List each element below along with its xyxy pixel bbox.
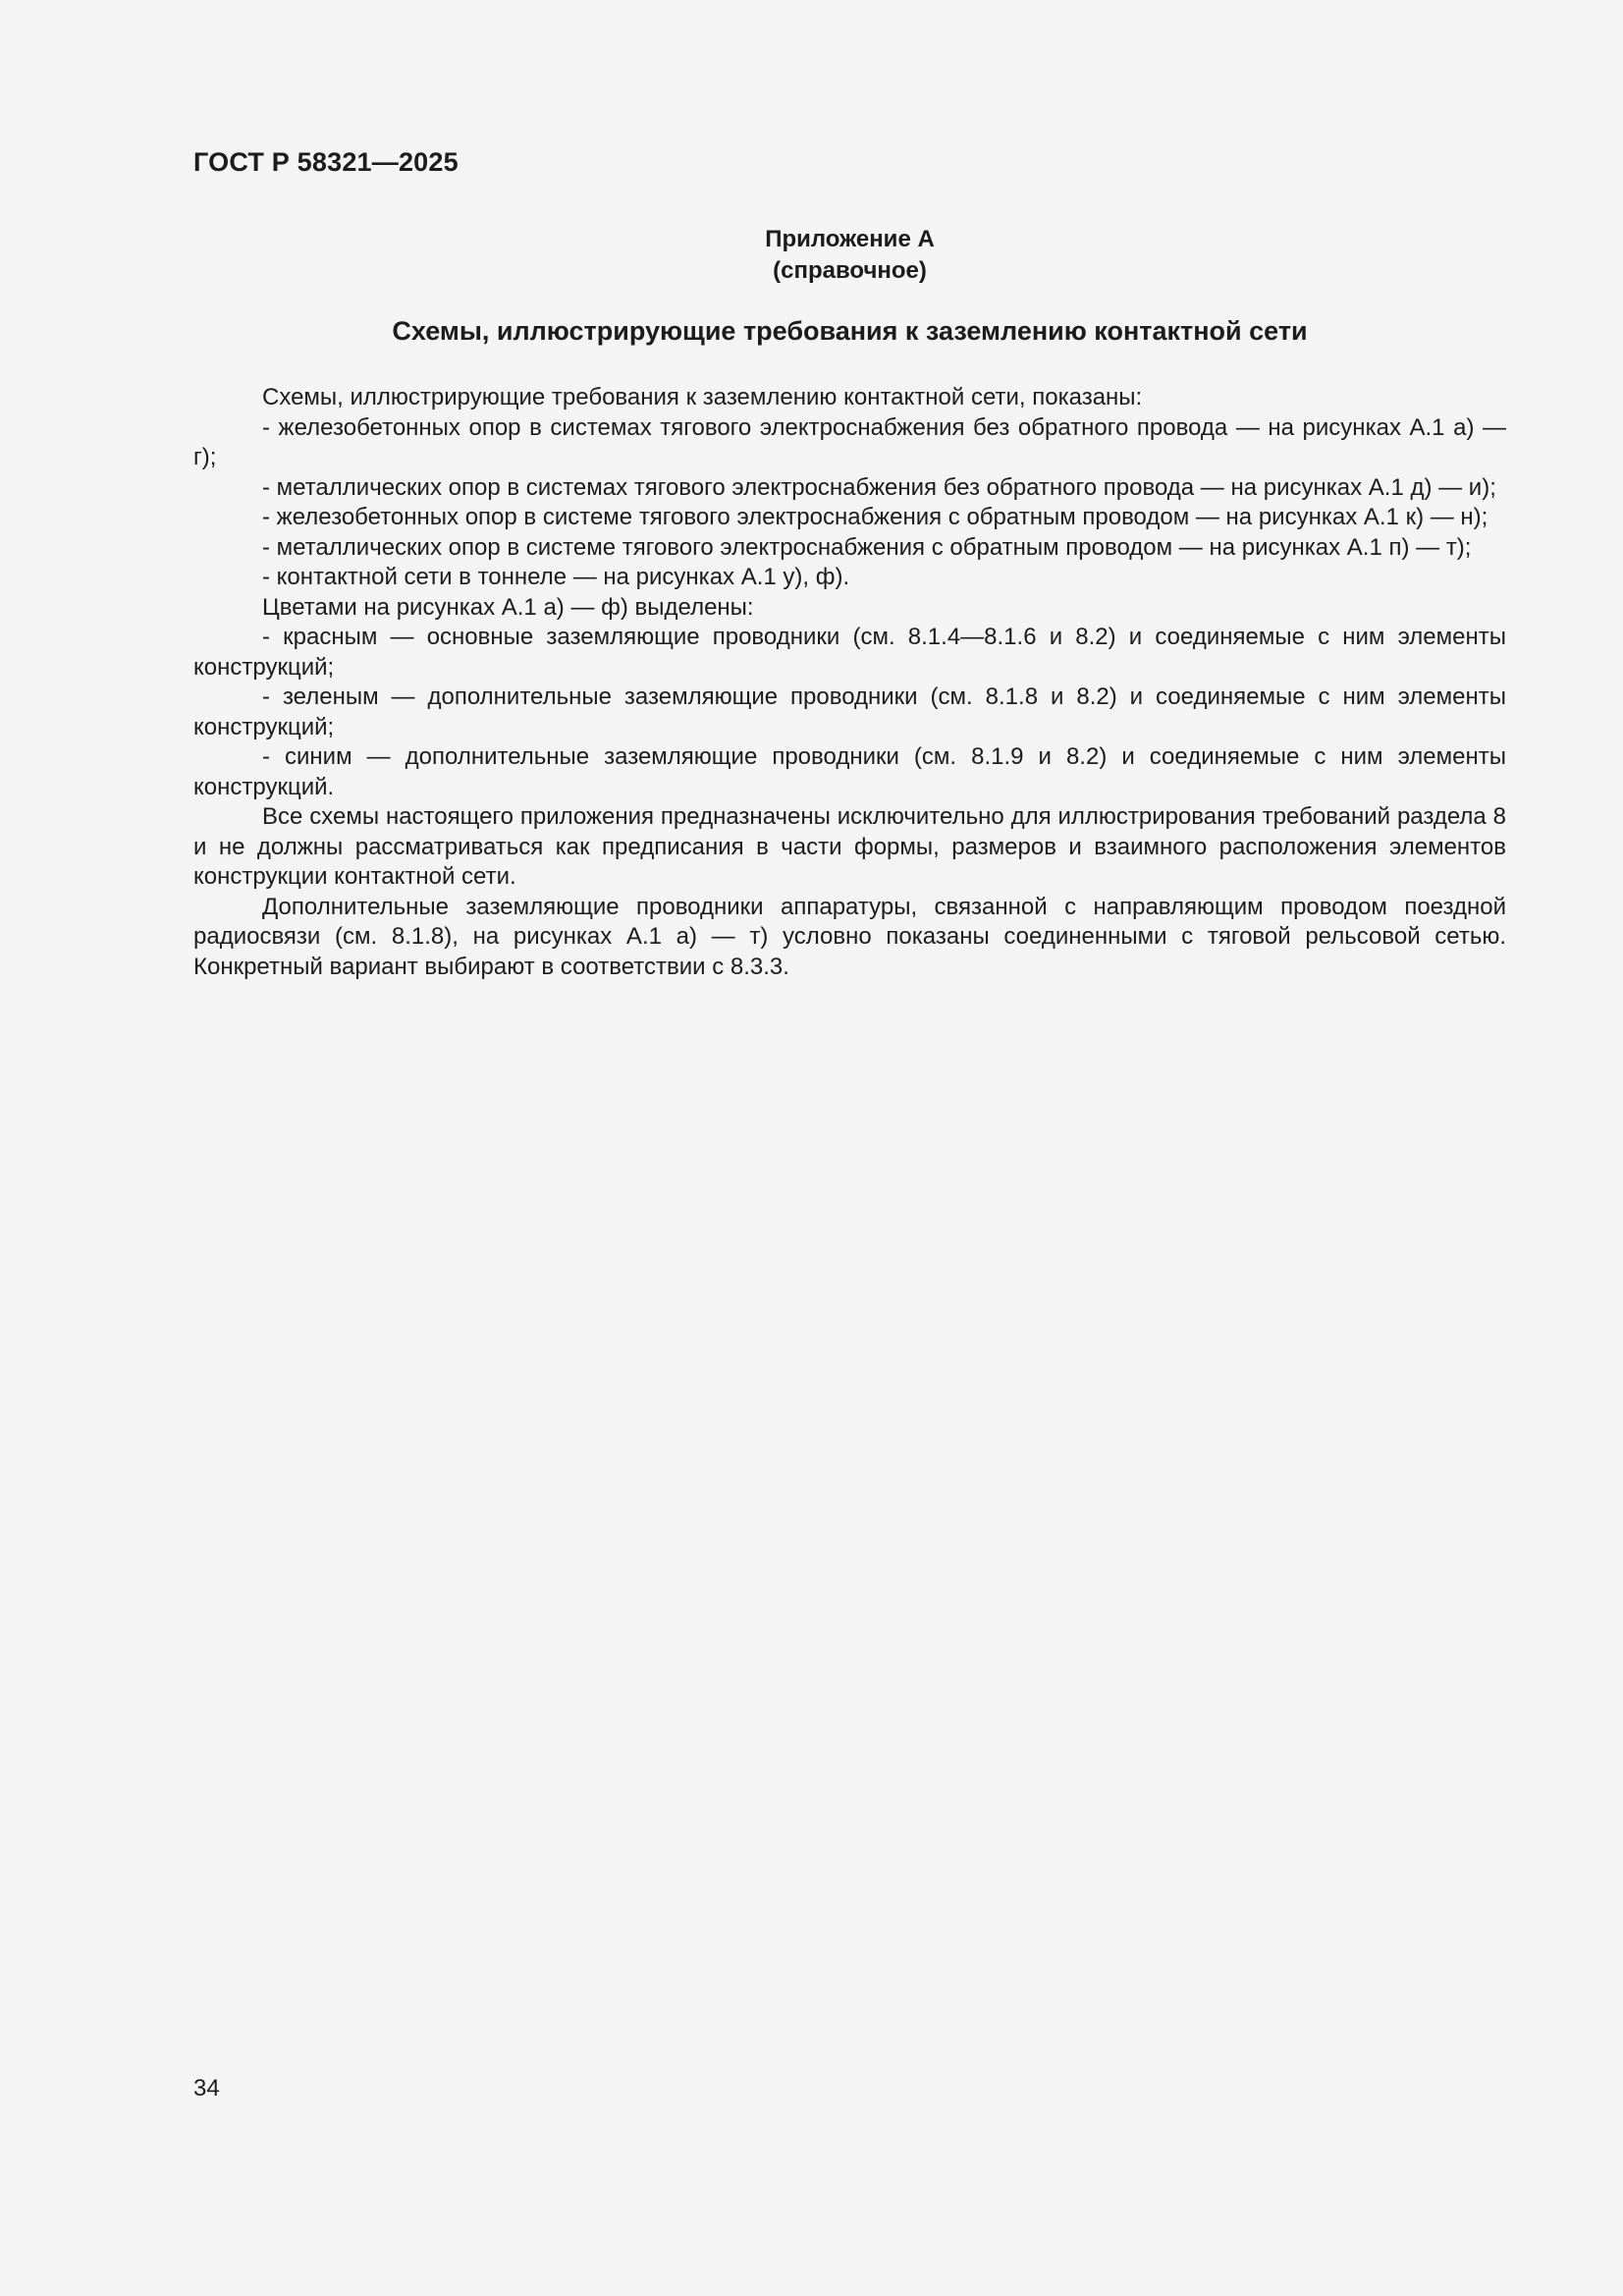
paragraph: Все схемы настоящего приложения предназначены исключительно для иллюстрирования требований раздела 8 и не должны рассматриваться как предписания в части формы, размеров и взаимного расположения элементов конструкции контактной сети.	[193, 803, 1506, 890]
body-text	[193, 383, 1506, 982]
list-item: - синим — дополнительные заземляющие проводники (см. 8.1.9 и 8.2) и соединяемые с ним элементы конструкций.	[193, 743, 1506, 800]
page-number: 34	[193, 2075, 220, 2102]
list-item: - металлических опор в системах тягового электроснабжения без обратного провода — на рисунках А.1 д) — и);	[262, 473, 1496, 501]
appendix-heading	[193, 224, 1506, 287]
paragraph-intro: Схемы, иллюстрирующие требования к заземлению контактной сети, показаны:	[262, 384, 1143, 410]
list-item: - металлических опор в системе тягового электроснабжения с обратным проводом — на рисунках А.1 п) — т);	[262, 533, 1472, 561]
appendix-title: Приложение А	[765, 226, 935, 252]
list-item: - железобетонных опор в системе тягового электроснабжения с обратным проводом — на рисунках А.1 к) — н);	[262, 504, 1488, 530]
paragraph: Дополнительные заземляющие проводники аппаратуры, связанной с направляющим проводом поездной радиосвязи (см. 8.1.8), на рисунках А.1 а) — т) условно показаны соединенными с тяговой рельсовой сетью. Конкретный вариант выбирают в соответствии с 8.3.3.	[193, 893, 1506, 980]
list-item: - железобетонных опор в системах тягового электроснабжения без обратного провода — на рисунках А.1 а) — г);	[193, 413, 1506, 470]
document-code: ГОСТ Р 58321—2025	[193, 147, 459, 177]
list-item: - контактной сети в тоннеле — на рисунках А.1 у), ф).	[262, 564, 850, 590]
section-title: Схемы, иллюстрирующие требования к заземлению контактной сети	[392, 316, 1308, 346]
list-item: - красным — основные заземляющие проводники (см. 8.1.4—8.1.6 и 8.2) и соединяемые с ним элементы конструкций;	[193, 624, 1506, 681]
appendix-status: (справочное)	[773, 257, 927, 284]
list-item: - зеленым — дополнительные заземляющие проводники (см. 8.1.8 и 8.2) и соединяемые с ним элементы конструкций;	[193, 683, 1506, 740]
paragraph-colors-intro: Цветами на рисунках А.1 а) — ф) выделены:	[262, 593, 754, 621]
